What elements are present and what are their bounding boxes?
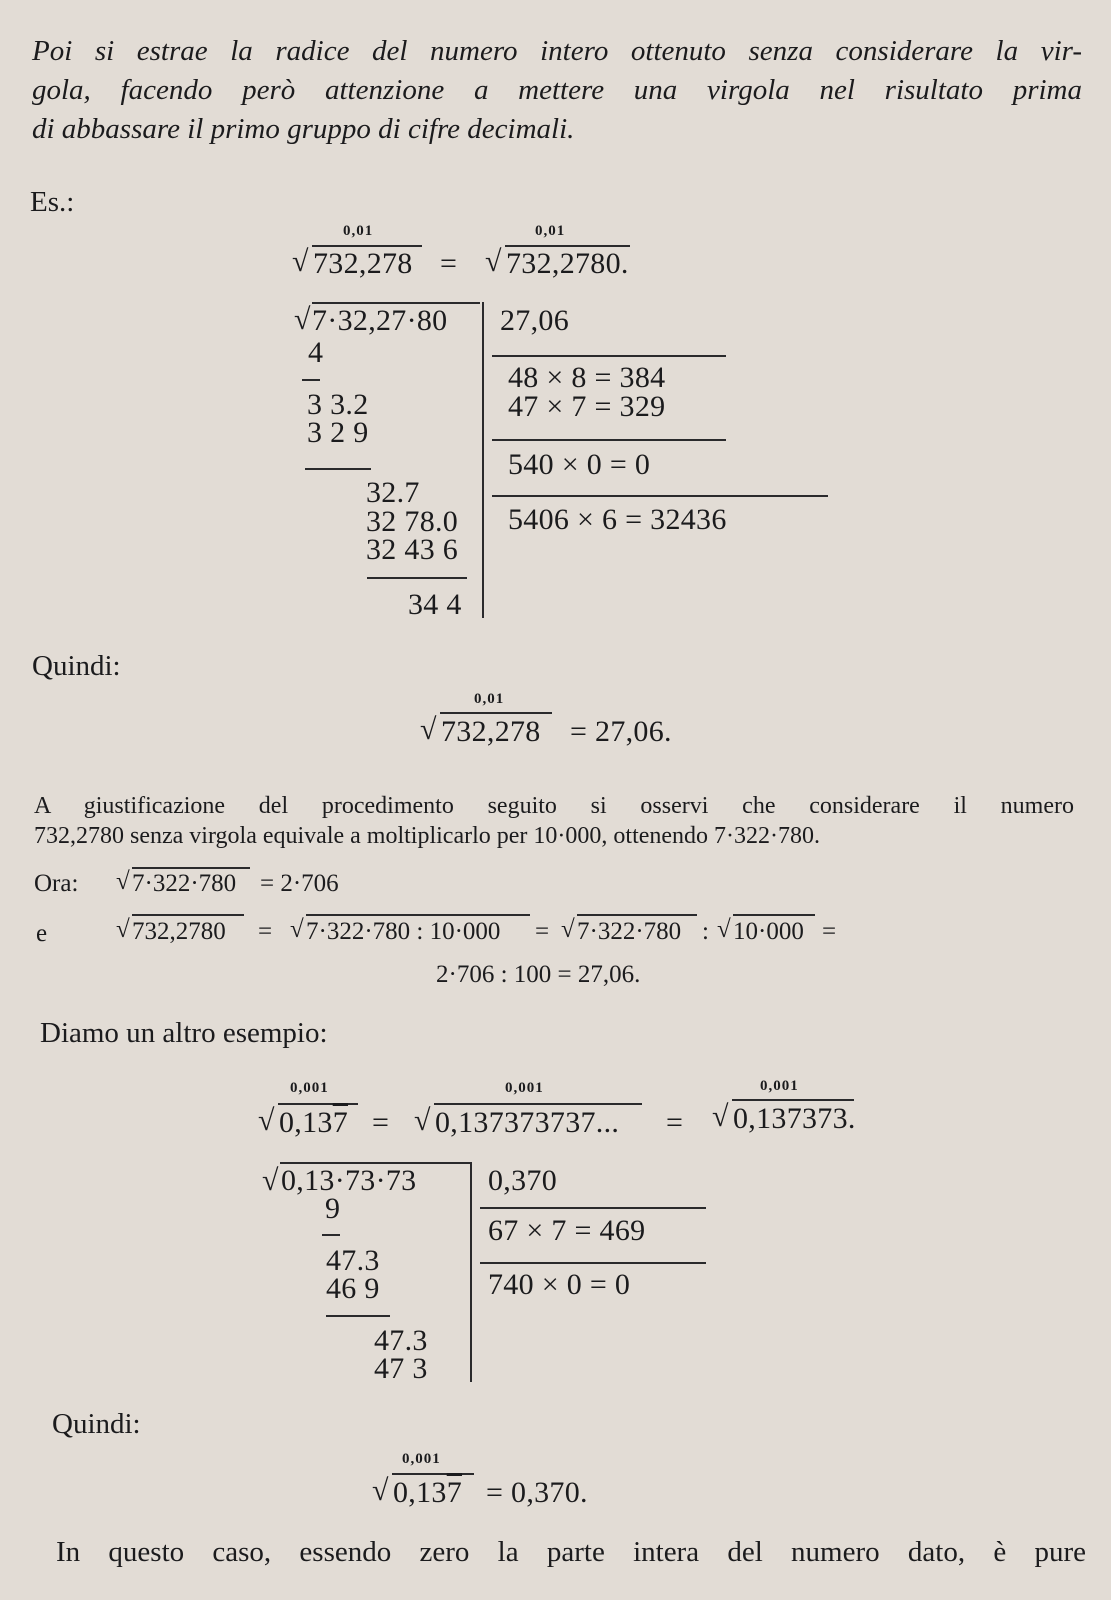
- radicand: 7·322·780: [132, 870, 237, 897]
- divisor-step: 5406 × 6 = 32436: [508, 503, 727, 536]
- repeating-digits: 7: [446, 1476, 463, 1509]
- radicand: 0,13·73·73: [281, 1164, 417, 1197]
- subtraction-line: [305, 468, 371, 470]
- root-index: 0,01: [343, 223, 374, 239]
- division-sign: :: [702, 918, 709, 945]
- work-step: 47.3: [326, 1244, 380, 1277]
- work-step: 9: [325, 1192, 341, 1225]
- radicand: 732,278: [441, 715, 541, 748]
- radical-overline: [306, 914, 530, 916]
- radical-overline: [732, 1099, 854, 1101]
- work-step: 47.3: [374, 1324, 428, 1357]
- example-label: Diamo un altro esempio:: [40, 1017, 328, 1049]
- radical-overline: [278, 1103, 358, 1105]
- radical-sign-icon: √: [420, 713, 437, 746]
- divisor-step: 540 × 0 = 0: [508, 448, 651, 481]
- radical-sign-icon: √: [294, 303, 311, 336]
- radical-sign-icon: √: [561, 916, 575, 943]
- radical-sign-icon: √: [258, 1104, 275, 1137]
- radicand: [279, 1106, 348, 1140]
- work-step: 47 3: [374, 1352, 428, 1385]
- conclusion-label: Quindi:: [52, 1408, 141, 1440]
- work-step: 3 2 9: [307, 416, 369, 449]
- subtraction-line: [322, 1234, 340, 1236]
- equation-result: = 0,370.: [486, 1476, 588, 1509]
- justification-paragraph: [34, 791, 1074, 851]
- root-index: 0,001: [505, 1080, 544, 1096]
- root-result: 27,06: [500, 304, 569, 337]
- radical-sign-icon: √: [372, 1474, 389, 1507]
- root-index: 0,01: [535, 223, 566, 239]
- radicand: 7·32,27·80: [312, 304, 448, 337]
- root-index: 0,001: [402, 1451, 441, 1467]
- divisor-step: 67 × 7 = 469: [488, 1214, 646, 1247]
- work-step: 34 4: [408, 588, 462, 621]
- radical-sign-icon: √: [116, 916, 130, 943]
- intro-paragraph: [32, 32, 1082, 149]
- divisor-step: 47 × 7 = 329: [508, 390, 666, 423]
- radical-sign-icon: √: [712, 1100, 729, 1133]
- radicand: 732,2780: [132, 918, 226, 945]
- divisor-step: 48 × 8 = 384: [508, 361, 666, 394]
- radical-sign-icon: √: [290, 916, 304, 943]
- radicand-part: 0,13: [279, 1106, 333, 1139]
- root-index: 0,001: [290, 1080, 329, 1096]
- work-step: 4: [308, 336, 324, 369]
- radicand: 7·322·780 : 10·000: [306, 918, 501, 945]
- divisor-step: 740 × 0 = 0: [488, 1268, 631, 1301]
- e-label: e: [36, 920, 48, 947]
- equals-sign: =: [822, 918, 837, 945]
- divider: [470, 1162, 472, 1382]
- work-divider: [492, 355, 726, 357]
- radicand: 10·000: [733, 918, 804, 945]
- example-label: Es.:: [30, 186, 75, 218]
- intro-line: Poi si estrae la radice del numero intero ottenuto senza considerare la vir-: [32, 35, 1082, 67]
- justification-line: A giustificazione del procedimento seguito si osservi che considerare il numero: [34, 793, 1074, 819]
- work-step: 32 43 6: [366, 533, 459, 566]
- equals-sign: =: [440, 247, 458, 280]
- equals-sign: =: [535, 918, 550, 945]
- radical-overline: [434, 1103, 642, 1105]
- radical-sign-icon: √: [116, 868, 130, 895]
- subtraction-line: [302, 379, 320, 381]
- work-step: 46 9: [326, 1272, 380, 1305]
- radical-sign-icon: √: [485, 245, 502, 278]
- root-index: 0,001: [760, 1078, 799, 1094]
- subtraction-line: [326, 1315, 390, 1317]
- radical-overline: [132, 914, 244, 916]
- intro-line: di abbassare il primo gruppo di cifre decimali.: [32, 113, 575, 145]
- radicand: [393, 1476, 462, 1510]
- divider: [482, 302, 484, 618]
- equals-sign: =: [372, 1106, 390, 1139]
- radical-overline: [392, 1473, 474, 1475]
- radicand: 732,278: [313, 247, 413, 280]
- root-index: 0,01: [474, 691, 505, 707]
- radicand: 0,137373.: [733, 1102, 856, 1135]
- equation-result: = 27,06.: [570, 715, 672, 748]
- radical-overline: [733, 914, 815, 916]
- radical-sign-icon: √: [717, 916, 731, 943]
- radical-overline: [440, 712, 552, 714]
- equation-result: = 2·706: [260, 870, 339, 897]
- work-divider: [480, 1262, 706, 1264]
- equals-sign: =: [666, 1106, 684, 1139]
- conclusion-label: Quindi:: [32, 650, 121, 682]
- final-line: In questo caso, essendo zero la parte intera del numero dato, è pure: [56, 1536, 1086, 1568]
- radical-overline: [577, 914, 697, 916]
- equals-sign: =: [258, 918, 273, 945]
- radicand: 732,2780.: [506, 247, 629, 280]
- radical-sign-icon: √: [414, 1104, 431, 1137]
- repeating-digits: 7: [332, 1106, 349, 1139]
- radical-sign-icon: √: [262, 1164, 279, 1197]
- work-divider: [492, 439, 726, 441]
- ora-label: Ora:: [34, 870, 79, 897]
- radical-overline: [132, 867, 250, 869]
- radicand: 0,137373737...: [435, 1106, 620, 1139]
- work-step: 3 3.2: [307, 388, 369, 421]
- root-result: 0,370: [488, 1164, 557, 1197]
- work-step: 32 78.0: [366, 505, 459, 538]
- work-step: 32.7: [366, 476, 420, 509]
- work-divider: [492, 495, 828, 497]
- radical-sign-icon: √: [292, 245, 309, 278]
- justification-line: 732,2780 senza virgola equivale a moltiplicarlo per 10·000, ottenendo 7·322·780.: [34, 823, 821, 849]
- radicand-part: 0,13: [393, 1476, 447, 1509]
- subtraction-line: [367, 577, 467, 579]
- intro-line: gola, facendo però attenzione a mettere una virgola nel risultato prima: [32, 74, 1082, 106]
- equation-result: 2·706 : 100 = 27,06.: [436, 961, 641, 988]
- radicand: 7·322·780: [577, 918, 682, 945]
- work-divider: [480, 1207, 706, 1209]
